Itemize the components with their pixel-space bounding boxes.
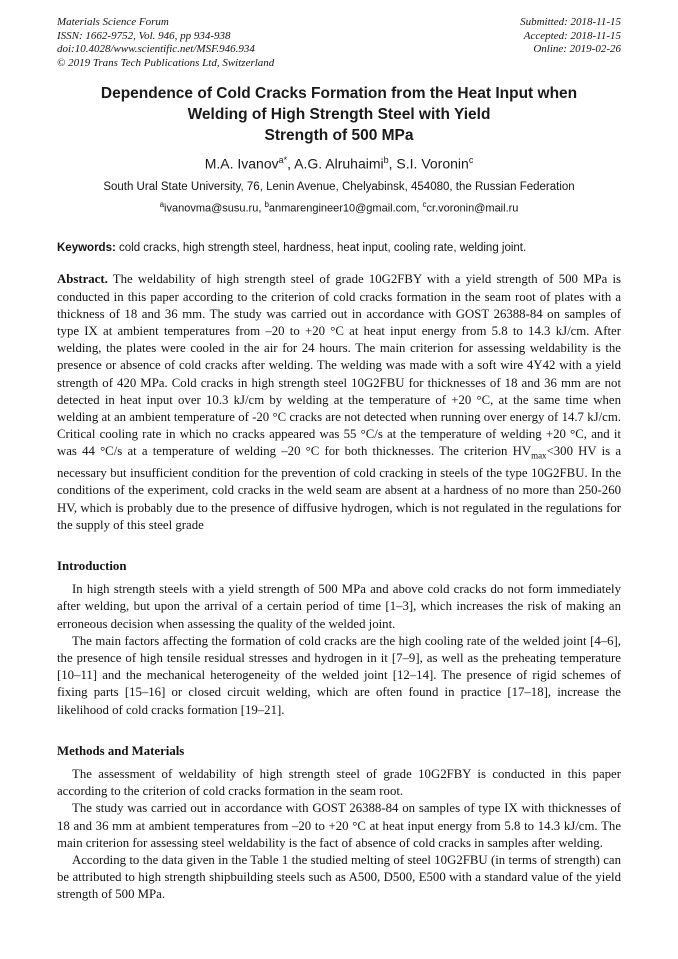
journal-name: Materials Science Forum <box>57 16 169 28</box>
keywords-text: cold cracks, high strength steel, hardness, heat input, cooling rate, welding joint. <box>115 242 527 255</box>
author-name: M.A. Ivanov <box>204 155 279 172</box>
online-date: Online: 2019-02-26 <box>533 43 621 55</box>
email-address: ivanovma@susu.ru, <box>164 202 265 215</box>
journal-copyright: © 2019 Trans Tech Publications Ltd, Switzerland <box>57 56 275 69</box>
section-methods-and-materials <box>57 743 621 904</box>
journal-issn-volume: ISSN: 1662-9752, Vol. 946, pp 934-938 <box>57 29 231 42</box>
paper-title <box>57 83 621 146</box>
author-affiliation-mark: b <box>383 155 389 165</box>
author-name: A.G. Alruhaimi <box>294 155 384 172</box>
section-heading-methods-and-materials: Methods and Materials <box>57 743 185 758</box>
paper-title-line-1: Dependence of Cold Cracks Formation from the Heat Input when <box>100 85 578 102</box>
author-affiliation-mark: a* <box>278 155 288 165</box>
email-affiliation-mark: a <box>159 199 165 209</box>
introduction-paragraph-1: In high strength steels with a yield strength of 500 MPa and above cold cracks do not form immediately after welding, but upon the arrival of a certain period of time [1–3], which increases the risk of making an erroneous decision when assessing the quality of the welded joint. <box>57 582 621 631</box>
author-name: S.I. Voronin <box>396 155 469 172</box>
author-affiliation-mark: c <box>468 155 474 165</box>
paper-title-line-3: Strength of 500 MPa <box>264 127 414 144</box>
abstract-subscript-max: max <box>531 450 547 461</box>
submitted-date: Submitted: 2018-11-15 <box>520 16 621 28</box>
author-separator: , <box>287 155 295 172</box>
section-heading-introduction: Introduction <box>57 558 127 573</box>
abstract-text-part2: <300 HV is a necessary but insufficient condition for the prevention of cold cracking in steels of the type 10G2FBU. In the conditions of the experiment, cold cracks in the weld seam are absent at a hardness of no more than 250-260 HV, which is probably due to the presence of diffusive hydrogen, which is not regulated in the regulations for the supply of this steel grade <box>57 444 621 532</box>
methods-paragraph-3: According to the data given in the Table 1 the studied melting of steel 10G2FBU (in terms of strength) can be attributed to high strength shipbuilding steels such as A500, D500, E500 with a standard value of the yield strength of 500 MPa. <box>57 852 621 902</box>
author-list <box>57 155 621 172</box>
methods-paragraph-1: The assessment of weldability of high strength steel of grade 10G2FBY is conducted in this paper according to the criterion of cold cracks formation in the seam root. <box>57 766 621 799</box>
journal-doi: doi:10.4028/www.scientific.net/MSF.946.934 <box>57 43 255 55</box>
abstract-text-part1: The weldability of high strength steel of grade 10G2FBY with a yield strength of 500 MPa is conducted in this paper according to the criterion of cold cracks formation in the seam root of plates with a thickness of 18 and 36 mm. The study was carried out in accordance with GOST 26388-84 on samples of type IX at ambient temperatures from –20 to +20 °C at heat input energy from 5.8 to 14.3 kJ/cm. After welding, the plates were cooled in the air for 24 hours. The main criterion for assessing weldability is the presence or absence of cold cracks after welding. The welding was made with a soft wire 4Y42 with a yield strength of 420 MPa. Cold cracks in high strength steel 10G2FBU for thicknesses of 18 and 36 mm are not detected in heat input over 10.3 kJ/cm by welding at the temperature of +20 °C, at the same time when welding at an ambient temperature of -20 °C cracks are not detected when running over energy of 14.7 kJ/cm. Critical cooling rate in which no cracks appeared was 55 °C/s at the temperature of welding +20 °C, and it was 44 °C/s at a temperature of welding –20 °C for both thicknesses. The criterion HV <box>57 272 621 459</box>
email-list <box>57 200 621 215</box>
affiliation-line: South Ural State University, 76, Lenin Avenue, Chelyabinsk, 454080, the Russian Federation <box>103 180 575 193</box>
journal-header-left <box>57 16 274 70</box>
email-address: cr.voronin@mail.ru <box>426 202 519 215</box>
abstract-paragraph <box>57 271 621 534</box>
accepted-date: Accepted: 2018-11-15 <box>523 29 621 42</box>
paper-title-line-2: Welding of High Strength Steel with Yield <box>187 106 491 123</box>
journal-header <box>57 16 621 70</box>
email-address: anmarengineer10@gmail.com, <box>268 202 423 215</box>
keywords-line <box>57 241 621 256</box>
email-affiliation-mark: c <box>422 199 427 209</box>
abstract-label: Abstract. <box>57 272 108 287</box>
methods-paragraph-2: The study was carried out in accordance with GOST 26388-84 on samples of type IX with thicknesses of 18 and 36 mm at ambient temperatures from –20 to +20 °C at heat input energy from 5.8 to 14.3 kJ/cm. The main criterion for assessing steel weldability is the fact of absence of cold cracks in samples after welding. <box>57 801 621 850</box>
keywords-label: Keywords: <box>57 242 116 255</box>
author-separator: , <box>388 155 397 172</box>
section-introduction <box>57 558 621 719</box>
email-affiliation-mark: b <box>264 199 269 209</box>
introduction-paragraph-2: The main factors affecting the formation of cold cracks are the high cooling rate of the welded joint [4–6], the presence of high tensile residual stresses and hydrogen in it [7–9], as well as the preheating temperature [10–11] and the mechanical heterogeneity of the welded joint [12–14]. The presence of rigid schemes of fixing parts [15–16] or closed circuit welding, which are often found in practice [17–18], increase the likelihood of cold cracks formation [19–21]. <box>57 633 621 717</box>
journal-header-right <box>520 16 621 70</box>
